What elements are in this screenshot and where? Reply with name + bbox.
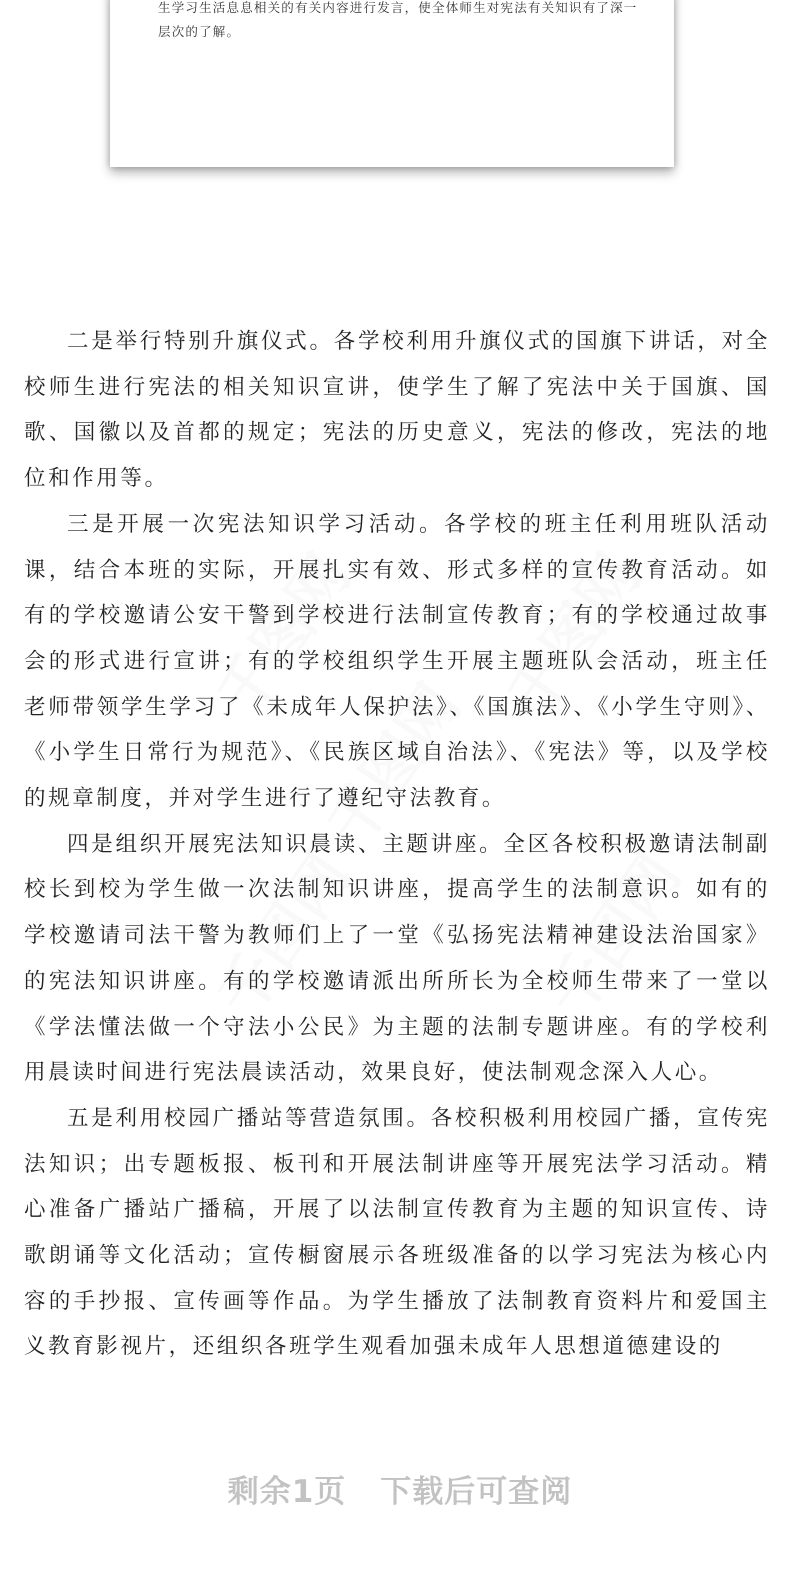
- download-hint-label: 下载后可查阅: [380, 1474, 573, 1510]
- paragraph-campus-broadcast: 五是利用校园广播站等营造氛围。各校积极利用校园广播，宣传宪法知识；出专题板报、板刊和开展法制讲座等开展宪法学习活动。精心准备广播站广播稿，开展了以法制宣传教育为主题的知识宣传、诗歌朗诵等文化活动；宣传橱窗展示各班级准备的以学习宪法为核心内容的手抄报、宣传画等作品。为学生播放了法制教育资料片和爱国主义教育影视片，还组织各班学生观看加强未成年人思想道德建设的: [24, 1105, 770, 1360]
- preview-text: 生学习生活息息相关的有关内容进行发言，使全体师生对宪法有关知识有了深一层次的了解。: [158, 0, 638, 39]
- paper-preview-card: [110, 0, 674, 167]
- paragraph-study-activity: 三是开展一次宪法知识学习活动。各学校的班主任利用班队活动课，结合本班的实际，开展扎实有效、形式多样的宣传教育活动。如有的学校邀请公安干警到学校进行法制宣传教育；有的学校通过故事会的形式进行宣讲；有的学校组织学生开展主题班队会活动，班主任老师带领学生学习了《未成年人保护法》、《国旗法》、《小学生守则》、《小学生日常行为规范》、《民族区域自治法》、《宪法》等，以及学校的规章制度，并对学生进行了遵纪守法教育。: [24, 511, 770, 812]
- paragraph-morning-reading-lecture: 四是组织开展宪法知识晨读、主题讲座。全区各校积极邀请法制副校长到校为学生做一次法制知识讲座，提高学生的法制意识。如有的学校邀请司法干警为教师们上了一堂《弘扬宪法精神建设法治国家》的宪法知识讲座。有的学校邀请派出所所长为全校师生带来了一堂以《学法懂法做一个守法小公民》为主题的法制专题讲座。有的学校利用晨读时间进行宪法晨读活动，效果良好，使法制观念深入人心。: [24, 831, 770, 1086]
- document-body: [24, 319, 770, 1370]
- remaining-pages-label: 剩余1页: [227, 1474, 347, 1510]
- download-to-read-notice[interactable]: [0, 1466, 800, 1511]
- paragraph-flag-ceremony: 二是举行特别升旗仪式。各学校利用升旗仪式的国旗下讲话，对全校师生进行宪法的相关知识宣讲，使学生了解了宪法中关于国旗、国歌、国徽以及首都的规定；宪法的历史意义，宪法的修改，宪法的地位和作用等。: [24, 329, 770, 492]
